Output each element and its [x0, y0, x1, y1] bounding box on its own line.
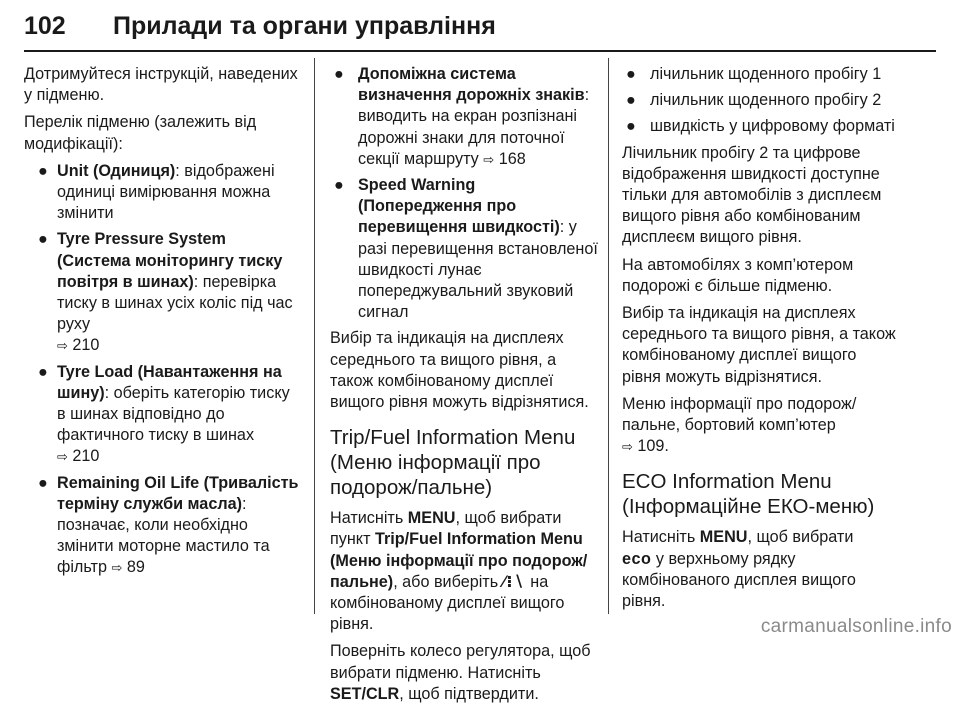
instr-text: , або виберіть — [393, 572, 499, 591]
submenu-list-intro: Перелік підменю (залежить від модифікації): — [24, 113, 257, 153]
section-heading-trip-fuel: Trip/Fuel Information Menu (Меню інформації про подорож/пальне) — [330, 426, 576, 500]
item-text: : у разі перевищення встановленої швидкості лунає попереджувальний звуковий сигнал — [358, 218, 598, 322]
section-heading-eco: ECO Information Menu (Інформаційне ЕКО-меню) — [622, 470, 875, 519]
item-term: Unit (Одиниця) — [57, 161, 176, 180]
instr-text: , щоб вибрати пункт — [330, 509, 562, 549]
instr-text: , щоб вибрати — [747, 528, 854, 547]
list-item — [24, 161, 300, 225]
instr-text: Поверніть колесо регулятора, щоб вибрати підменю. Натисніть — [330, 642, 591, 682]
item-text: : відображені одиниці вимірювання можна змінити — [57, 161, 275, 223]
list-item — [24, 473, 300, 579]
item-term: Remaining Oil Life (Тривалість терміну служби масла) — [57, 473, 299, 513]
bullet-icon: ● — [334, 65, 344, 83]
page-header — [24, 0, 936, 54]
trip-menu-reference — [622, 394, 898, 458]
bullet-icon: ● — [38, 473, 48, 492]
submenu-list — [24, 161, 300, 579]
item-term: Допоміжна система визначення дорожніх знаків — [358, 65, 585, 105]
trip2-note: Лічильник пробігу 2 та цифрове відображення швидкості доступне тільки для автомобілів з дисплеєм вищого рівня або комбінованим дисплеєм вищого рівня. — [622, 143, 882, 247]
list-item — [330, 64, 600, 170]
list-item — [622, 64, 898, 85]
bullet-icon: ● — [626, 65, 636, 83]
item-term: Tyre Load (Навантаження на шину) — [57, 362, 282, 402]
page-ref-link[interactable]: 210 — [72, 336, 100, 355]
column-2 — [330, 64, 600, 711]
menu-key-label: MENU — [699, 528, 748, 547]
watermark: carmanualsonline.info — [760, 616, 952, 637]
page-title: Прилади та органи управління — [113, 12, 496, 40]
column-divider — [314, 58, 315, 614]
instr-text: , щоб підтвердити. — [399, 684, 539, 703]
trip-computer-icon: ⁄⁝∖ — [502, 572, 526, 591]
list-item — [622, 116, 898, 137]
item-term: Speed Warning (Попередження про перевищення швидкості) — [358, 176, 560, 237]
page-ref-link[interactable]: 109. — [637, 437, 669, 456]
instr-text: Натисніть — [622, 528, 696, 547]
instr-text: Натисніть — [330, 509, 404, 528]
instr-text: на комбінованому дисплеї вищого рівня. — [330, 572, 565, 634]
instruction-paragraph — [330, 641, 600, 705]
list-item — [24, 362, 300, 468]
page-ref-arrow-icon: ⇨ — [57, 449, 68, 465]
list-item — [24, 229, 300, 356]
page-ref-arrow-icon: ⇨ — [57, 338, 68, 354]
display-note: Вибір та індикація на дисплеях середнього та вищого рівня, а також комбінованому дисплеї вищого рівня можуть відрізнятися. — [330, 329, 589, 412]
item-text: : оберіть категорію тиску в шинах відповідно до фактичного тиску в шинах — [57, 383, 290, 445]
page-ref-arrow-icon: ⇨ — [483, 151, 495, 167]
bullet-icon: ● — [626, 91, 636, 110]
menu-key-label: MENU — [407, 509, 456, 528]
bullet-icon: ● — [626, 117, 636, 136]
bullet-icon: ● — [38, 230, 48, 249]
column-3 — [622, 64, 898, 618]
trip-submenu-list — [622, 64, 898, 138]
item-text: : перевірка тиску в шинах усіх коліс під час руху — [57, 272, 293, 334]
bullet-icon: ● — [38, 161, 48, 180]
bullet-icon: ● — [38, 362, 48, 381]
instruction-paragraph — [622, 527, 898, 612]
page-ref-link[interactable]: 210 — [72, 447, 100, 466]
reference-text: Меню інформації про подорож/пальне, бортовий комп’ютер — [622, 394, 857, 435]
item-text: швидкість у цифровому форматі — [650, 117, 895, 136]
header-rule — [24, 50, 936, 52]
trip-computer-note: На автомобілях з комп’ютером подорожі є більше підменю. — [622, 255, 854, 295]
page-ref-link[interactable]: 168 — [498, 149, 526, 168]
menu-item-name: Trip/Fuel Information Menu (Меню інформації про подорож/пальне) — [330, 530, 588, 591]
page-number: 102 — [24, 12, 66, 40]
item-text: : виводить на екран розпізнані дорожні знаки для поточної секції маршруту — [358, 86, 590, 168]
list-item — [330, 175, 600, 323]
instr-text: у верхньому рядку комбінованого дисплея вищого рівня. — [622, 549, 856, 611]
page-ref-arrow-icon: ⇨ — [111, 560, 123, 576]
page-ref-arrow-icon: ⇨ — [622, 439, 633, 455]
list-item — [622, 90, 898, 111]
instruction-paragraph — [330, 508, 600, 635]
column-1 — [24, 64, 300, 584]
page-ref-link[interactable]: 89 — [126, 558, 145, 577]
item-text: лічильник щоденного пробігу 1 — [650, 65, 882, 83]
display-note: Вибір та індикація на дисплеях середнього та вищого рівня, а також комбінованому дисплеї вищого рівня можуть відрізнятися. — [622, 304, 896, 386]
item-text: лічильник щоденного пробігу 2 — [650, 91, 882, 110]
bullet-icon: ● — [334, 176, 344, 195]
submenu-list — [330, 64, 600, 323]
eco-icon: eco — [622, 549, 652, 568]
item-text: : позначає, коли необхідно змінити моторне мастило та фільтр — [57, 494, 270, 577]
set-clr-key-label: SET/CLR — [330, 684, 400, 703]
intro-paragraph: Дотримуйтеся інструкцій, наведених у підменю. — [24, 65, 298, 105]
item-term: Tyre Pressure System (Система моніторингу тиску повітря в шинах) — [57, 230, 283, 291]
column-divider — [608, 58, 609, 614]
